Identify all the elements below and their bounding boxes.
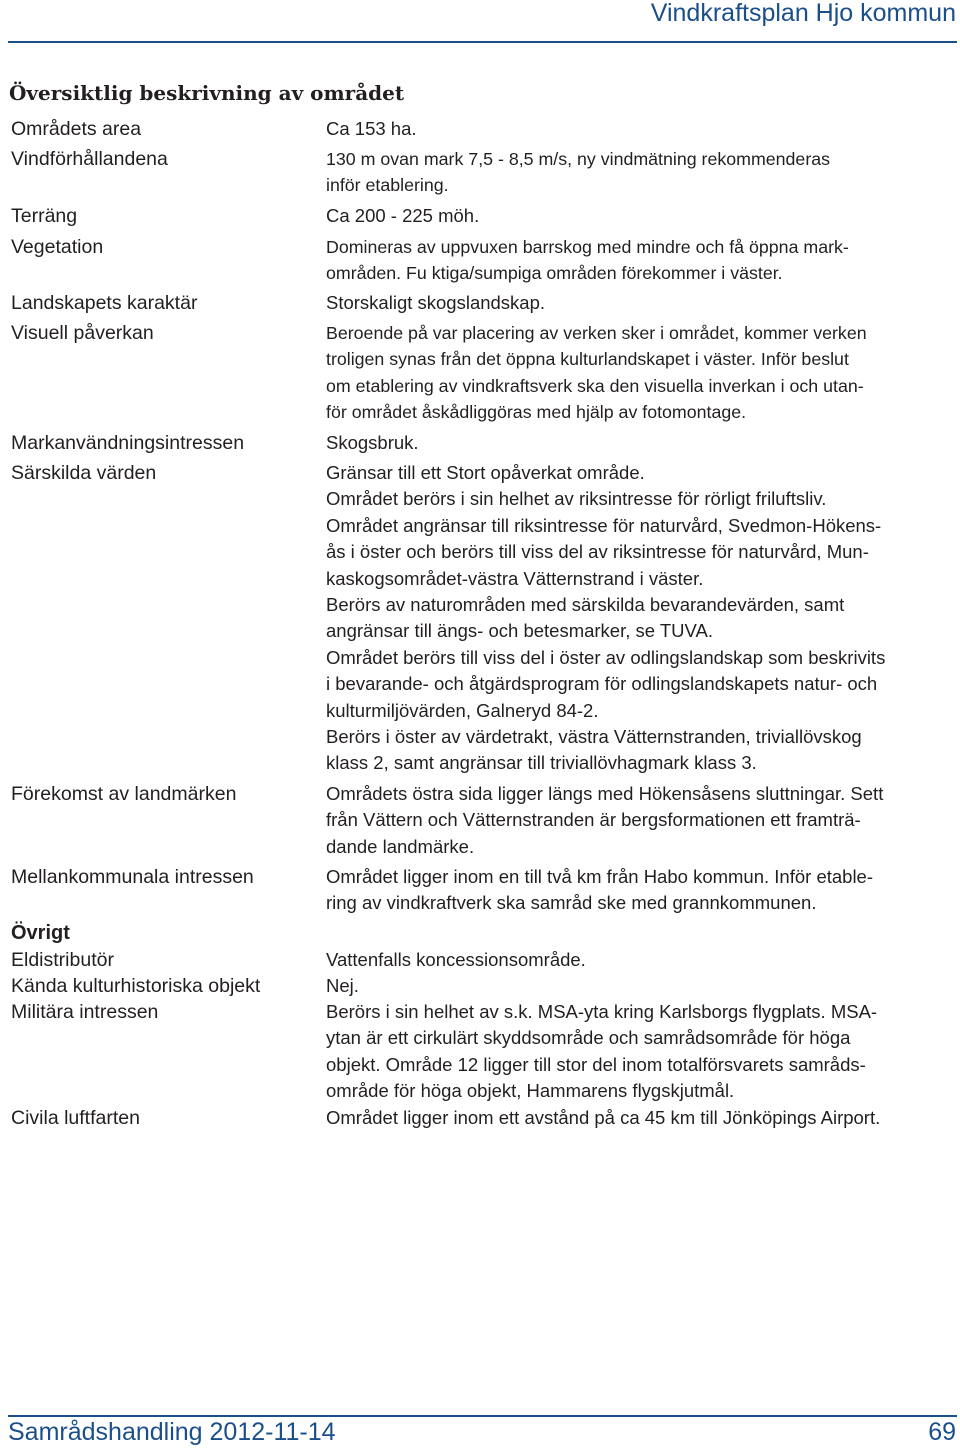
value-line: Berörs i öster av värdetrakt, västra Vätternstranden, triviallövskog xyxy=(326,726,862,748)
value-visual xyxy=(326,320,867,426)
label-landscape: Landskapets karaktär xyxy=(11,292,198,314)
value-line: från Vättern och Vätternstranden är bergsformationen ett framträ- xyxy=(326,809,861,831)
value-landmarks xyxy=(326,781,883,860)
value-line: Nej. xyxy=(326,975,359,996)
value-line: Berörs av naturområden med särskilda bevarandevärden, samt xyxy=(326,594,845,616)
footer-date: Samrådshandling 2012-11-14 xyxy=(8,1418,336,1446)
value-line: Området ligger inom en till två km från Habo kommun. Inför etable- xyxy=(326,866,874,887)
label-intermunicipal: Mellankommunala intressen xyxy=(11,866,254,888)
value-line: Domineras av uppvuxen barrskog med mindre och få öppna mark- xyxy=(326,237,849,257)
label-vegetation: Vegetation xyxy=(11,236,104,258)
value-line: Området angränsar till riksintresse för naturvård, Svedmon-Hökens- xyxy=(326,514,882,536)
label-aviation: Civila luftfarten xyxy=(11,1107,140,1129)
value-line: Ca 153 ha. xyxy=(326,118,417,139)
label-heritage: Kända kulturhistoriska objekt xyxy=(11,975,261,997)
value-terrain xyxy=(326,203,479,229)
value-landscape xyxy=(326,290,545,316)
value-line: kulturmiljövärden, Galneryd 84-2. xyxy=(326,699,599,721)
value-line: dande landmärke. xyxy=(326,835,475,857)
header-rule xyxy=(8,41,957,43)
value-wind xyxy=(326,146,830,199)
value-line: klass 2, samt angränsar till triviallövhagmark klass 3. xyxy=(326,752,757,774)
label-area: Områdets area xyxy=(11,118,142,140)
value-area xyxy=(326,116,417,142)
value-line: Området berörs i sin helhet av riksintresse för rörligt friluftsliv. xyxy=(326,488,827,510)
value-line: områden. Fu ktiga/sumpiga områden förekommer i väster. xyxy=(326,263,783,284)
value-grid xyxy=(326,947,586,973)
label-land-use: Markanvändningsintressen xyxy=(11,432,245,454)
value-line: Ca 200 - 225 möh. xyxy=(326,205,480,226)
value-line: ås i öster och berörs till viss del av riksintresse för naturvård, Mun- xyxy=(326,541,869,563)
value-line: Storskaligt skogslandskap. xyxy=(326,292,546,313)
value-line: ring av vindkraftverk ska samråd ske med grannkommunen. xyxy=(326,892,817,914)
value-line: Vattenfalls koncessionsområde. xyxy=(326,949,586,970)
value-line: om etablering av vindkraftsverk ska den visuella inverkan i och utan- xyxy=(326,375,864,396)
label-wind: Vindförhållandena xyxy=(11,148,168,170)
label-terrain: Terräng xyxy=(11,205,78,227)
value-line: troligen synas från det öppna kulturlandskapet i väster. Inför beslut xyxy=(326,349,849,370)
value-line: Gränsar till ett Stort opåverkat område. xyxy=(326,462,645,483)
value-intermunicipal xyxy=(326,864,873,917)
label-special: Särskilda värden xyxy=(11,462,157,484)
value-line: Området berörs till viss del i öster av odlingslandskap som beskrivits xyxy=(326,646,886,668)
label-landmarks: Förekomst av landmärken xyxy=(11,783,237,805)
page-number: 69 xyxy=(928,1418,956,1446)
value-vegetation xyxy=(326,234,849,287)
value-land-use xyxy=(326,430,419,456)
value-line: i bevarande- och åtgärdsprogram för odlingslandskapets natur- och xyxy=(326,673,878,695)
value-line: Beroende på var placering av verken sker i området, kommer verken xyxy=(326,323,867,343)
value-line: kaskogsområdet-västra Vätternstrand i väster. xyxy=(326,567,704,589)
value-line: angränsar till ängs- och betesmarker, se TUVA. xyxy=(326,620,713,642)
header-title: Vindkraftsplan Hjo kommun xyxy=(650,0,956,27)
value-special xyxy=(326,460,885,777)
value-aviation xyxy=(326,1105,880,1131)
value-line: Området ligger inom ett avstånd på ca 45 km till Jönköpings Airport. xyxy=(326,1107,881,1128)
value-line: objekt. Område 12 ligger till stor del inom totalförsvarets samråds- xyxy=(326,1053,866,1075)
value-line: inför etablering. xyxy=(326,175,449,196)
value-line: Skogsbruk. xyxy=(326,432,419,453)
value-line: Berörs i sin helhet av s.k. MSA-yta kring Karlsborgs flygplats. MSA- xyxy=(326,1001,878,1022)
label-grid: Eldistributör xyxy=(11,949,114,971)
value-line: för området åskådliggöras med hjälp av fotomontage. xyxy=(326,402,747,423)
label-other: Övrigt xyxy=(11,922,70,944)
value-line: ytan är ett cirkulärt skyddsområde och samrådsområde för höga xyxy=(326,1027,851,1049)
label-visual: Visuell påverkan xyxy=(11,322,154,344)
label-military: Militära intressen xyxy=(11,1001,159,1023)
footer-rule xyxy=(8,1415,957,1417)
section-title: Översiktlig beskrivning av området xyxy=(9,81,405,105)
value-military xyxy=(326,999,877,1105)
value-line: område för höga objekt, Hammarens flygskjutmål. xyxy=(326,1080,735,1102)
value-line: Områdets östra sida ligger längs med Hökensåsens sluttningar. Sett xyxy=(326,783,884,804)
value-heritage xyxy=(326,973,359,999)
value-line: 130 m ovan mark 7,5 - 8,5 m/s, ny vindmätning rekommenderas xyxy=(326,149,831,169)
